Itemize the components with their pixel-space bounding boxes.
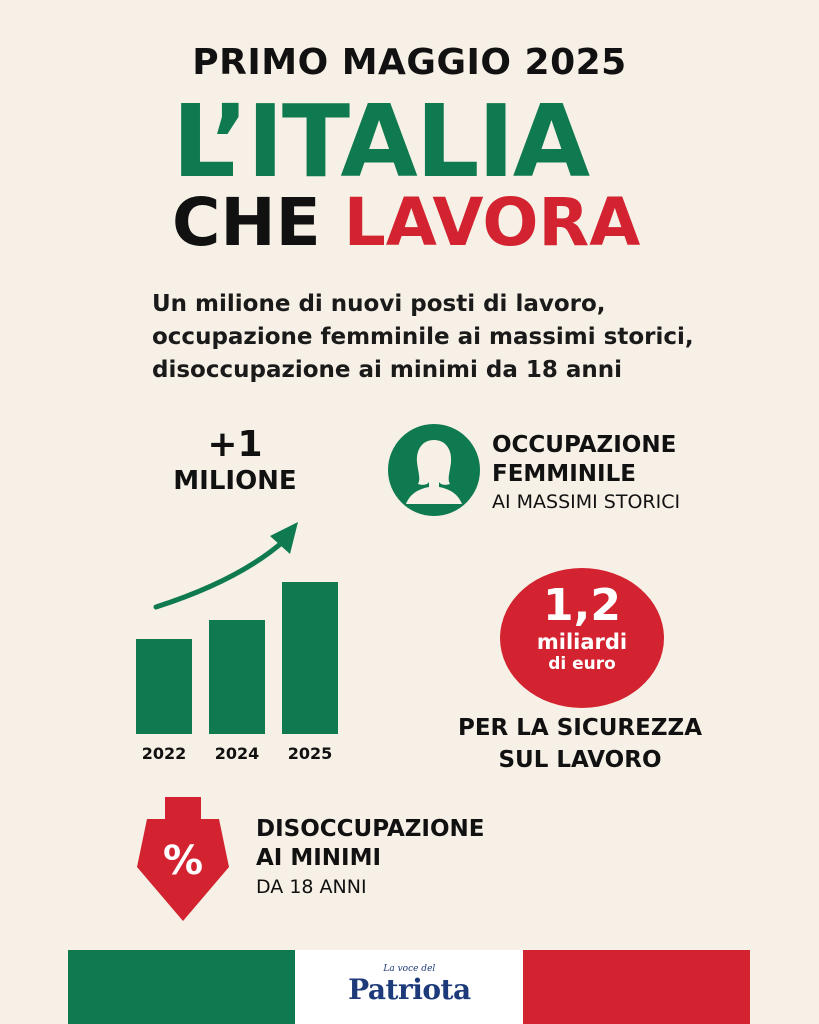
jobs-bar-chart: [120, 510, 360, 770]
patriota-logo: [339, 964, 479, 1012]
bar-2025: [282, 582, 338, 734]
bar-label-2024: 2024: [214, 744, 260, 763]
funding-caption-line2: SUL LAVORO: [498, 747, 662, 773]
bar-2024: [209, 620, 265, 734]
unemployment-line2: AI MINIMI: [256, 845, 382, 871]
intro-line: occupazione femminile ai massimi storici,: [152, 324, 694, 350]
female-line2: FEMMINILE: [492, 461, 636, 487]
headline-lavora: LAVORA: [343, 184, 641, 261]
funding-caption-line1: PER LA SICUREZZA: [457, 715, 702, 741]
funding-unit-miliardi: miliardi: [536, 630, 628, 654]
headline-italia: L’ITALIA: [172, 83, 589, 200]
trend-up-arrow-icon: [156, 540, 285, 607]
logo-name: Patriota: [348, 973, 471, 1006]
down-arrow-percent-icon: [133, 797, 233, 923]
logo-tagline: La voce del: [383, 964, 436, 974]
subtitle: PRIMO MAGGIO 2025: [192, 42, 627, 83]
unemployment-line1: DISOCCUPAZIONE: [256, 816, 485, 842]
flag-white-band: [295, 950, 522, 1024]
funding-amount: 1,2: [543, 580, 621, 631]
female-line1: OCCUPAZIONE: [492, 432, 677, 458]
intro-line: Un milione di nuovi posti di lavoro,: [152, 291, 606, 317]
unemployment-line3: DA 18 ANNI: [256, 876, 367, 898]
funding-unit-euro: di euro: [548, 654, 616, 674]
jobs-stat-unit: MILIONE: [173, 466, 297, 496]
woman-silhouette-icon: [388, 424, 480, 516]
bar-2022: [136, 639, 192, 734]
intro-line: disoccupazione ai minimi da 18 anni: [152, 357, 623, 383]
percent-symbol: %: [162, 838, 204, 884]
flag-red-band: [523, 950, 750, 1024]
intro-paragraph: [152, 288, 772, 387]
flag-green-band: [68, 950, 295, 1024]
funding-caption: [430, 712, 730, 776]
funding-badge: [500, 568, 664, 708]
female-employment-text: [492, 431, 680, 516]
bar-label-2025: 2025: [287, 744, 333, 763]
italian-flag-footer: [68, 950, 750, 1024]
jobs-stat-number: +1: [207, 424, 263, 465]
headline-che: CHE: [172, 184, 321, 261]
jobs-stat: [150, 425, 320, 497]
bar-label-2022: 2022: [141, 744, 187, 763]
unemployment-text: [256, 815, 485, 902]
headline-che-lavora: [172, 184, 641, 261]
female-line3: AI MASSIMI STORICI: [492, 491, 681, 513]
